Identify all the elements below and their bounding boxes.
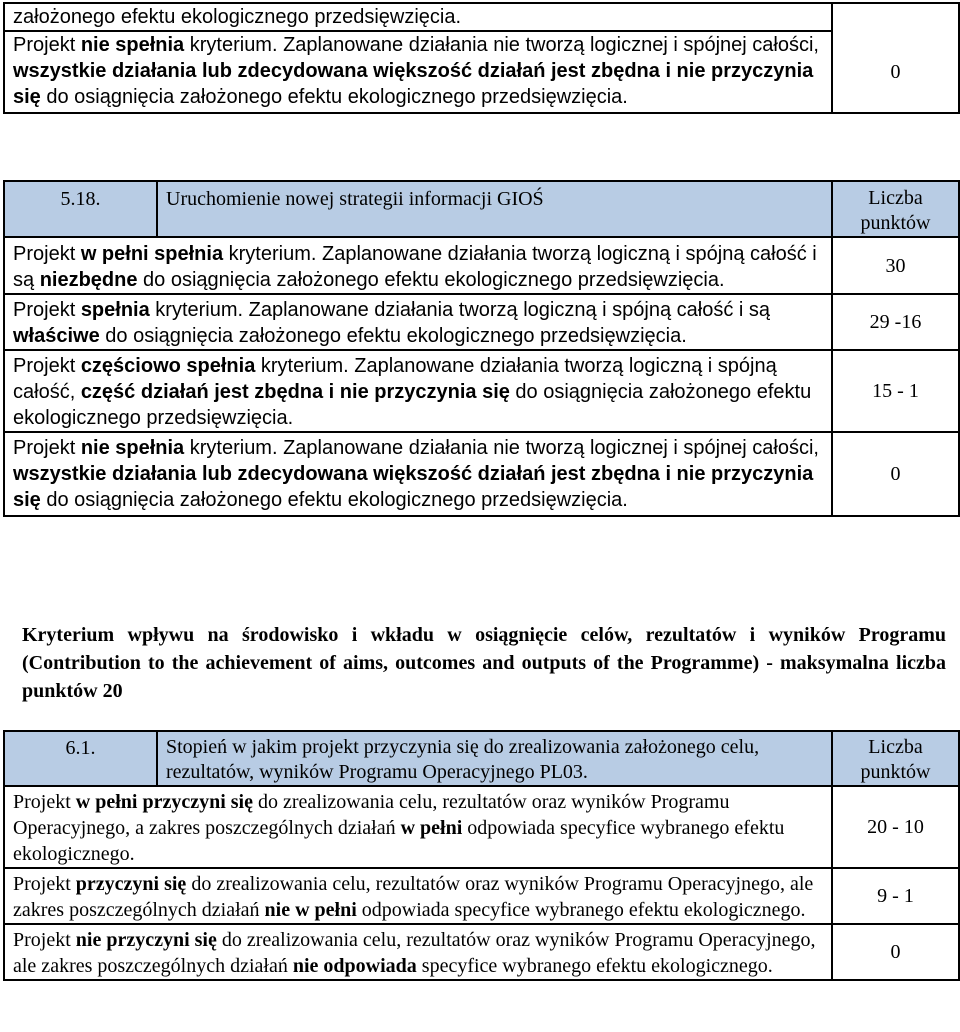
section-number: 5.18.: [4, 181, 157, 237]
text-segment: specyfice wybranego efektu ekologicznego.: [416, 955, 773, 977]
score-cell: [832, 3, 959, 31]
section-title: Uruchomienie nowej strategii informacji GIOŚ: [157, 181, 832, 237]
emphasis-text: nie odpowiada: [292, 955, 417, 977]
text-segment: Projekt: [13, 873, 76, 895]
text-segment: Projekt: [13, 437, 81, 459]
header-row: [4, 181, 959, 237]
score-value: 9 - 1: [832, 868, 959, 924]
criterion-description: [4, 786, 832, 868]
criterion-description: [4, 924, 832, 980]
text-segment: do zrealizowania celu, rezultatów oraz wyników Programu Operacyjnego, ale zakres poszczególnych działań: [13, 873, 814, 921]
table-row: [4, 3, 959, 31]
score-value: 29 -16: [832, 294, 959, 350]
section-number: 6.1.: [4, 731, 157, 786]
emphasis-text: w pełni spełnia: [80, 243, 224, 265]
text-segment: do osiągnięcia założonego efektu ekologicznego przedsięwzięcia.: [40, 489, 628, 511]
text-segment: kryterium. Zaplanowane działania tworzą logiczną i spójną całość i są: [149, 299, 771, 321]
criterion-heading: Kryterium wpływu na środowisko i wkładu w osiągnięcie celów, rezultatów i wyników Programu (Contribution to the achievement of aims, outcomes and outputs of the Programme) - maksymalna liczba punktów 20: [22, 624, 946, 702]
header-row: [4, 731, 959, 786]
emphasis-text: w pełni przyczyni się: [75, 791, 253, 813]
table-row: [4, 237, 959, 294]
text-segment: do osiągnięcia założonego efektu ekologicznego przedsięwzięcia.: [13, 381, 812, 429]
text-segment: kryterium. Zaplanowane działania nie tworzą logicznej i spójnej całości,: [184, 34, 819, 56]
emphasis-text: spełnia: [80, 299, 150, 321]
emphasis-text: wszystkie działania lub zdecydowana większość działań jest zbędna i nie przyczynia się: [13, 60, 814, 108]
emphasis-text: wszystkie działania lub zdecydowana większość działań jest zbędna i nie przyczynia się: [13, 463, 814, 511]
text-segment: Projekt: [13, 34, 81, 56]
text-segment: kryterium. Zaplanowane działania nie tworzą logicznej i spójnej całości,: [184, 437, 819, 459]
points-header: Liczba punktów: [832, 731, 959, 786]
text-segment: Projekt: [13, 299, 81, 321]
emphasis-text: właściwe: [13, 325, 100, 347]
criteria-table-6-1: [3, 730, 960, 981]
text-segment: do osiągnięcia założonego efektu ekologicznego przedsięwzięcia.: [40, 86, 628, 108]
emphasis-text: nie przyczyni się: [75, 929, 217, 951]
text-segment: odpowiada specyfice wybranego efektu ekologicznego.: [13, 817, 785, 865]
criteria-table-continuation: [3, 2, 960, 114]
text-segment: Projekt: [13, 243, 81, 265]
text-segment: Projekt: [13, 791, 76, 813]
emphasis-text: w pełni: [400, 817, 463, 839]
score-value: 0: [832, 31, 959, 113]
criterion-description: [4, 31, 832, 113]
score-value: 20 - 10: [832, 786, 959, 868]
table-row: [4, 432, 959, 516]
criterion-description: [4, 3, 832, 31]
table-row: [4, 924, 959, 980]
text-segment: odpowiada specyfice wybranego efektu ekologicznego.: [356, 899, 806, 921]
emphasis-text: nie spełnia: [80, 34, 185, 56]
emphasis-text: część działań jest zbędna i nie przyczynia się: [80, 381, 510, 403]
score-value: 0: [832, 924, 959, 980]
emphasis-text: nie w pełni: [264, 899, 357, 921]
table-row: [4, 786, 959, 868]
table-row: [4, 868, 959, 924]
criterion-description: [4, 294, 832, 350]
criterion-description: [4, 237, 832, 294]
table-row: [4, 31, 959, 113]
criteria-table-5-18: [3, 180, 960, 517]
criterion-description: [4, 432, 832, 516]
text-segment: założonego efektu ekologicznego przedsięwzięcia.: [13, 6, 462, 28]
text-segment: do zrealizowania celu, rezultatów oraz wyników Programu Operacyjnego, a zakres poszczególnych działań: [13, 791, 730, 839]
emphasis-text: częściowo spełnia: [80, 355, 256, 377]
points-header: Liczba punktów: [832, 181, 959, 237]
emphasis-text: przyczyni się: [75, 873, 187, 895]
score-value: 15 - 1: [832, 350, 959, 432]
emphasis-text: niezbędne: [39, 269, 138, 291]
emphasis-text: nie spełnia: [80, 437, 185, 459]
score-value: 0: [832, 432, 959, 516]
text-segment: kryterium. Zaplanowane działania tworzą logiczną i spójną całość i są: [13, 243, 817, 291]
table-row: [4, 294, 959, 350]
text-segment: Projekt: [13, 929, 76, 951]
criterion-description: [4, 868, 832, 924]
criterion-description: [4, 350, 832, 432]
score-value: 30: [832, 237, 959, 294]
section-title: Stopień w jakim projekt przyczynia się do zrealizowania założonego celu, rezultatów, wyników Programu Operacyjnego PL03.: [157, 731, 832, 786]
text-segment: do osiągnięcia założonego efektu ekologicznego przedsięwzięcia.: [99, 325, 687, 347]
text-segment: do zrealizowania celu, rezultatów oraz wyników Programu Operacyjnego, ale zakres poszczególnych działań: [13, 929, 816, 977]
table-row: [4, 350, 959, 432]
text-segment: kryterium. Zaplanowane działania tworzą logiczną i spójną całość,: [13, 355, 777, 403]
text-segment: do osiągnięcia założonego efektu ekologicznego przedsięwzięcia.: [137, 269, 725, 291]
text-segment: Projekt: [13, 355, 81, 377]
